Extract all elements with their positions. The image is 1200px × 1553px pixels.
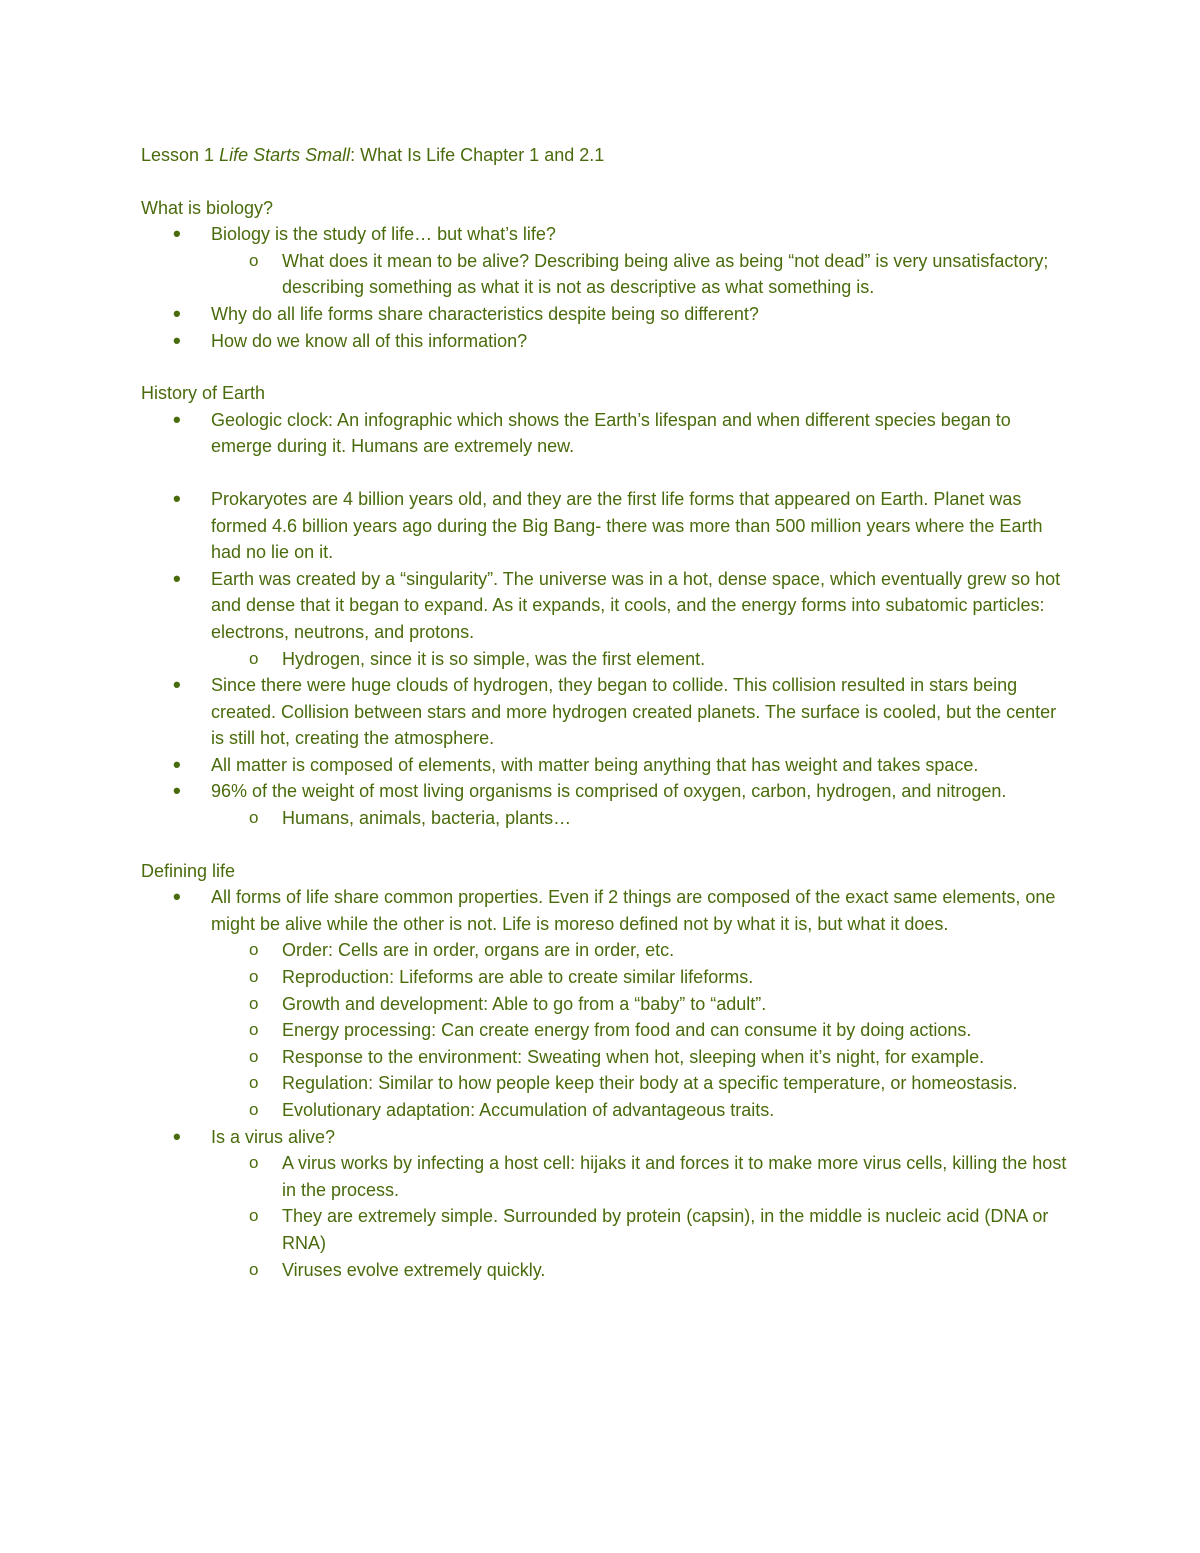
section-heading: Defining life [141, 860, 236, 881]
sub-bullet-item: o Regulation: Similar to how people keep their body at a specific temperature, or homeostasis. [211, 1070, 1071, 1097]
sub-bullet-list [211, 937, 1071, 1123]
bullet-item [141, 566, 1071, 672]
bullet-text: • Earth was created by a “singularity”. The universe was in a hot, dense space, which eventually grew so hot and dense that it began to expand. As it expands, it cools, and the energy forms into subatomic particles: electrons, neutrons, and protons. [211, 568, 1061, 642]
sub-bullet-item: o What does it mean to be alive? Describing being alive as being “not dead” is very unsatisfactory; describing something as what it is not as descriptive as what something is. [211, 248, 1071, 301]
section [141, 858, 1071, 1284]
bullet-text: • Why do all life forms share characteristics despite being so different? [211, 303, 759, 324]
sub-bullet-item: o Evolutionary adaptation: Accumulation of advantageous traits. [211, 1097, 1071, 1124]
bullet-list [141, 407, 1071, 832]
bullet-item [141, 752, 1071, 779]
sub-bullet-item: o Humans, animals, bacteria, plants… [211, 805, 1071, 832]
title-lead: Lesson 1 [141, 145, 220, 165]
title-italic: Life Starts Small [219, 145, 351, 165]
sub-bullet-list [211, 646, 1071, 673]
bullet-item [141, 301, 1071, 328]
bullet-item [141, 407, 1071, 460]
sub-bullet-item: o Reproduction: Lifeforms are able to create similar lifeforms. [211, 964, 1071, 991]
sub-bullet-list [211, 248, 1071, 301]
sub-bullet-item: o Energy processing: Can create energy from food and can consume it by doing actions. [211, 1017, 1071, 1044]
bullet-item [141, 884, 1071, 1123]
section [141, 380, 1071, 832]
bullet-text: • Prokaryotes are 4 billion years old, and they are the first life forms that appeared on Earth. Planet was formed 4.6 billion years ago during the Big Bang- there was more than 500 million years where the Earth had no lie on it. [211, 488, 1043, 563]
bullet-text: • Since there were huge clouds of hydrogen, they began to collide. This collision resulted in stars being created. Collision between stars and more hydrogen created planets. The surface is cooled, but the center is still hot, creating the atmosphere. [211, 675, 1057, 749]
bullet-text: • 96% of the weight of most living organisms is comprised of oxygen, carbon, hydrogen, and nitrogen. [211, 781, 1007, 802]
bullet-text: • Is a virus alive? [211, 1126, 336, 1147]
sub-bullet-item: o Growth and development: Able to go from a “baby” to “adult”. [211, 991, 1071, 1018]
bullet-text: • All matter is composed of elements, with matter being anything that has weight and takes space. [211, 754, 979, 775]
bullet-item [141, 778, 1071, 831]
bullet-text: • Biology is the study of life… but what’s life? [211, 224, 556, 245]
sub-bullet-item: o A virus works by infecting a host cell: hijaks it and forces it to make more virus cells, killing the host in the process. [211, 1150, 1071, 1203]
bullet-list [141, 221, 1071, 354]
bullet-text: • Geologic clock: An infographic which shows the Earth’s lifespan and when different species began to emerge during it. Humans are extremely new. [211, 409, 1011, 457]
sub-bullet-list [211, 1150, 1071, 1283]
sub-bullet-list [211, 805, 1071, 832]
lesson-title [141, 142, 1071, 169]
bullet-item [141, 1124, 1071, 1284]
section-heading: What is biology? [141, 197, 274, 218]
section-heading: History of Earth [141, 383, 266, 404]
bullet-text: • How do we know all of this information? [211, 330, 528, 351]
bullet-item [141, 486, 1071, 566]
bullet-item [141, 672, 1071, 752]
sub-bullet-item: o Hydrogen, since it is so simple, was the first element. [211, 646, 1071, 673]
title-rest: : What Is Life Chapter 1 and 2.1 [350, 145, 605, 165]
notes-sections [141, 195, 1071, 1284]
sub-bullet-item: o They are extremely simple. Surrounded by protein (capsin), in the middle is nucleic acid (DNA or RNA) [211, 1203, 1071, 1256]
bullet-item [141, 221, 1071, 301]
sub-bullet-item: o Order: Cells are in order, organs are in order, etc. [211, 937, 1071, 964]
sub-bullet-item: o Viruses evolve extremely quickly. [211, 1257, 1071, 1284]
section [141, 195, 1071, 355]
bullet-item [141, 328, 1071, 355]
bullet-list [141, 884, 1071, 1283]
bullet-text: • All forms of life share common properties. Even if 2 things are composed of the exact same elements, one might be alive while the other is not. Life is moreso defined not by what it is, but what it does. [211, 887, 1056, 934]
sub-bullet-item: o Response to the environment: Sweating when hot, sleeping when it’s night, for example. [211, 1044, 1071, 1071]
document-body [141, 142, 1071, 1309]
